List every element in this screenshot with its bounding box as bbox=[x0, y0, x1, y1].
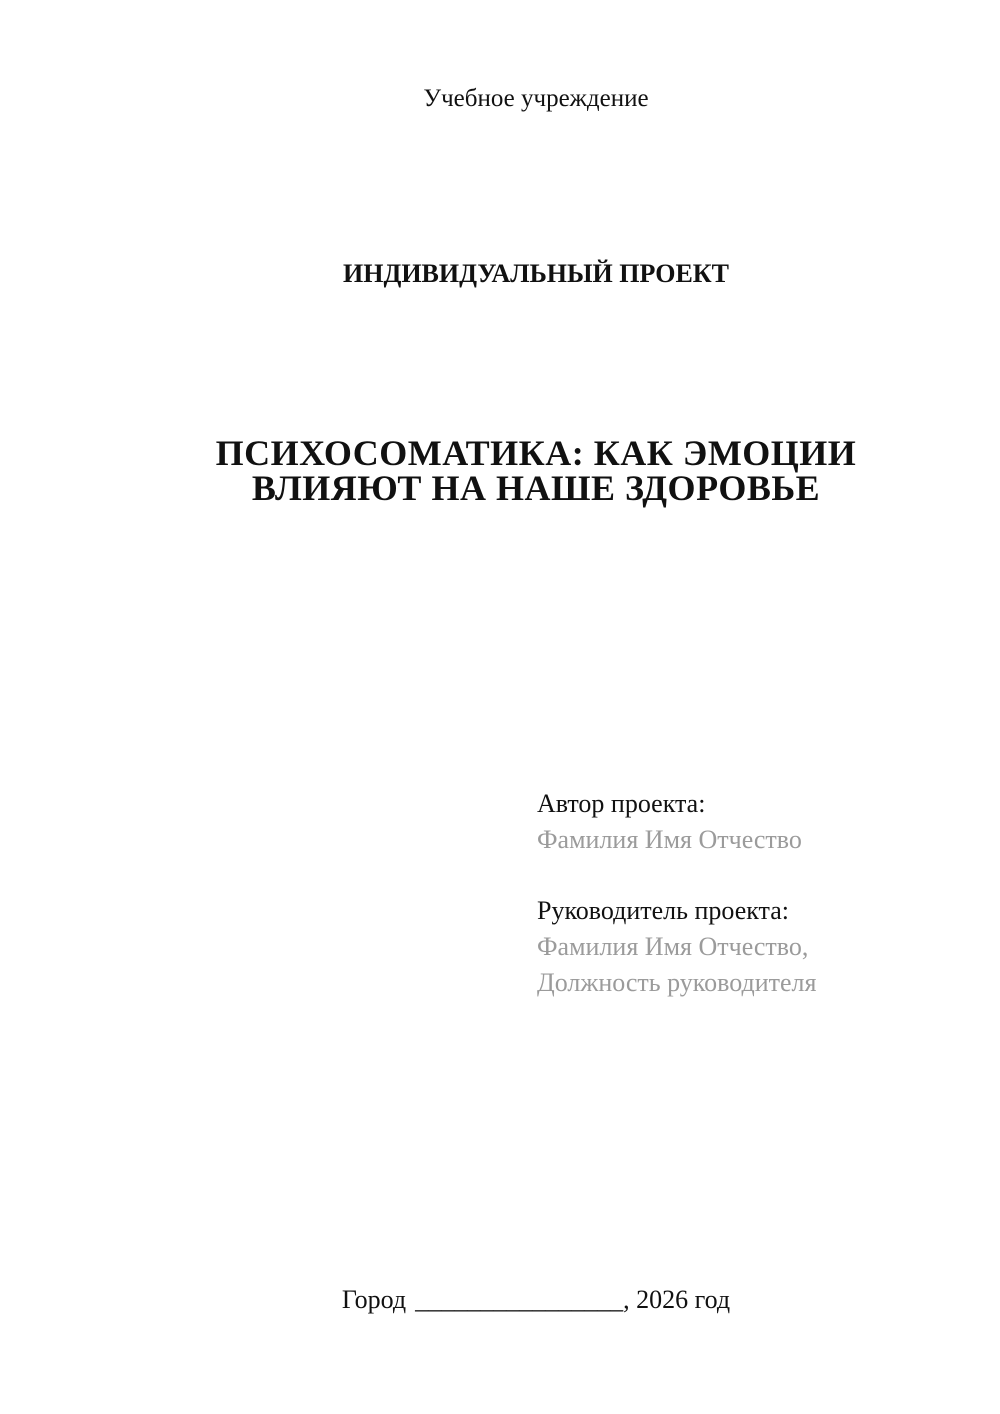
supervisor-block bbox=[537, 893, 816, 1001]
project-type-heading: ИНДИВИДУАЛЬНЫЙ ПРОЕКТ bbox=[343, 259, 729, 288]
city-blank-fill-line: ________________ bbox=[415, 1285, 624, 1314]
city-year-line bbox=[143, 1285, 929, 1315]
project-title bbox=[143, 433, 929, 508]
author-block bbox=[537, 786, 816, 858]
year-text: , 2026 год bbox=[623, 1285, 731, 1314]
project-title-line-2: ВЛИЯЮТ НА НАШЕ ЗДОРОВЬЕ bbox=[251, 468, 821, 508]
supervisor-label: Руководитель проекта: bbox=[537, 896, 790, 925]
institution-name: Учебное учреждение bbox=[423, 85, 649, 112]
project-title-line-1: ПСИХОСОМАТИКА: КАК ЭМОЦИИ bbox=[215, 433, 857, 473]
city-label: Город bbox=[341, 1285, 407, 1314]
author-name-placeholder: Фамилия Имя Отчество bbox=[537, 825, 802, 854]
supervisor-name-placeholder: Фамилия Имя Отчество, bbox=[537, 932, 809, 961]
credits-block bbox=[537, 786, 816, 1001]
supervisor-role-placeholder: Должность руководителя bbox=[537, 968, 817, 997]
author-label: Автор проекта: bbox=[537, 789, 706, 818]
